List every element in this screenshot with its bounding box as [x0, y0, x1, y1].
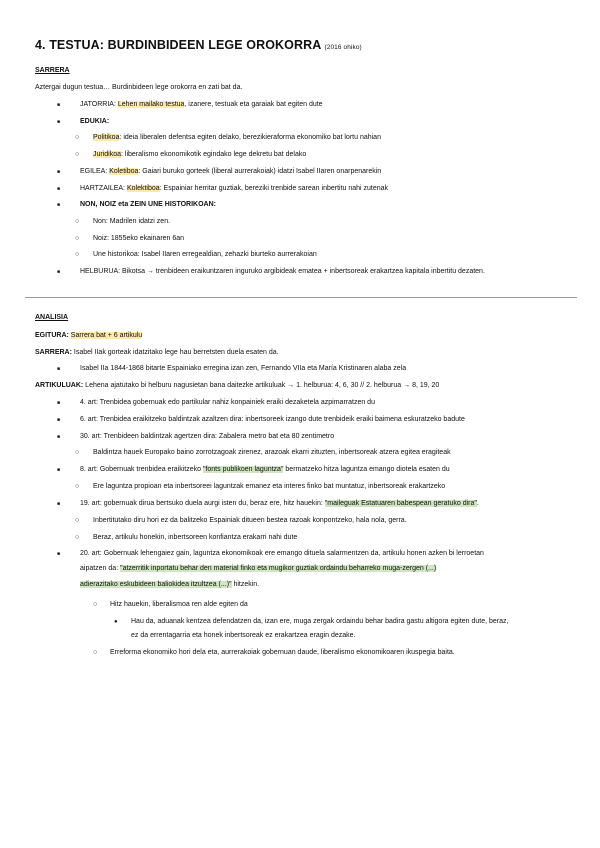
bullet-icon	[57, 398, 60, 408]
bullet-icon	[57, 432, 60, 442]
politikoa-line: Politikoa: ideia liberalen defentsa egiten delako, berezikieraforma ekonomiko bat lortu nahian	[93, 134, 381, 141]
dot-bullet-icon	[114, 617, 118, 627]
art20-line1: 20. art: Gobernuak lehengaiez gain, laguntza ekonomikoak ere emango dituela salarmentzen da, artikulu honen azken bi lerroetan	[80, 550, 484, 557]
art30-line: 30. art: Trenbideen baldintzak agertzen dira: Zabalera metro bat eta 80 zentimetro	[80, 433, 335, 440]
art19-line: 19. art: gobernuak dirua bertsuko duela aurgi isten du, beraz ere, hitz hauekin: "maileguak Estatuaren babespean geratuko dira".	[80, 500, 479, 507]
bullet-icon	[57, 499, 60, 509]
art6-line: 6. art: Trenbidea eraikitzeko baldintzak azaltzen dira: inbertsoreek izango dute trenbideik eraiki baimena eskuratzeko badute	[80, 416, 465, 423]
bullet-icon	[57, 200, 60, 210]
art20-sub: Hitz hauekin, liberalismoa ren alde egiten da	[110, 601, 248, 608]
bullet-icon	[57, 100, 60, 110]
helburua-line: HELBURUA: Bikotsa → trenbideen eraikuntzaren inguruko argibideak ematea + inbertsoreak erakartzea kapitala inbertitu dezaten.	[80, 268, 485, 275]
une-line: Une historikoa: Isabel IIaren erregealdian, zehazki biurteko aurrerakoian	[93, 251, 317, 258]
non-label: NON, NOIZ eta ZEIN UNE HISTORIKOAN:	[80, 201, 216, 208]
non-line: Non: Madrilen idatzi zen.	[93, 218, 171, 225]
art30-sub: Baldintza hauek Europako baino zorrotzagoak zirenez, arazoak ekarri zituzten, inbertsoreak atzera egitea eragiteak	[93, 449, 451, 456]
art19-sub2: Beraz, artikulu honekin, inbertsoreen konfiantza erakarri nahi dute	[93, 534, 298, 541]
circle-bullet-icon	[75, 448, 79, 458]
noiz-line: Noiz: 1855eko ekainaren 6an	[93, 235, 185, 242]
art20-subsub1: Hau da, aduanak kentzea defendatzen da, izan ere, muga zergak ordaindu behar badira gastu altigora egiten dute, beraz,	[131, 618, 509, 625]
page-title: 4. TESTUA: BURDINBIDEEN LEGE OROKORRA (2016 ohiko)	[35, 38, 362, 52]
edukia-label: EDUKIA:	[80, 118, 110, 125]
circle-bullet-icon	[75, 250, 79, 260]
juridikoa-line: Juridikoa: liberalismo ekonomikotik egindako lege dekretu bat delako	[93, 151, 307, 158]
circle-bullet-icon	[75, 217, 79, 227]
artikuluak-line: ARTIKULUAK: Lehena ajatutako bi helburu nagusietan bana daitezke artikuluak → 1. helburua: 4, 6, 30 // 2. helburua → 8, 19, 20	[35, 382, 440, 389]
art20-quote-continued: adierazitako eskubideen baliokidea itzultzea (...)"	[80, 581, 232, 588]
hartzailea-line: HARTZAILEA: Kolektiboa: Espainiar herritar guztiak, bereziki trenbide sarean inbertitu nahi zutenak	[80, 185, 389, 192]
art20-subsub2: ez da errentagarria eta honek inbertsoreak ez erakartzea eragin dezake.	[131, 632, 356, 639]
jatorria-line: JATORRIA: Lehen mailako testua, izanere, testuak eta garaiak bat egiten dute	[80, 101, 323, 108]
bullet-icon	[57, 549, 60, 559]
bullet-icon	[57, 167, 60, 177]
bullet-icon	[57, 184, 60, 194]
bullet-icon	[57, 364, 60, 374]
bullet-icon	[57, 117, 60, 127]
circle-bullet-icon	[93, 648, 97, 658]
art20-quote-tail: hitzekin.	[231, 581, 260, 588]
art8-sub: Ere laguntza propioan eta inbertsoreei laguntzak emanez eta interes finko bat muntatuz, inbertsoreak erakartzeko	[93, 483, 446, 490]
analisia-heading: ANALISIA	[35, 314, 69, 321]
circle-bullet-icon	[75, 133, 79, 143]
bullet-icon	[57, 415, 60, 425]
art20-line2: aipatzen da: "atzerritik inportatu behar den material finko eta mugikor guztiak ordaindu beharreko muga-zergen (...)	[80, 565, 437, 572]
sarrera-analisia-line: SARRERA: Isabel IIak gorteak idatzitako lege hau berretsten duela esaten da.	[35, 349, 279, 356]
bullet-icon	[57, 267, 60, 277]
art4-line: 4. art: Trenbidea gobernuak edo partikular nahiz konpainiek eraiki dezaketela azpimarratzen du	[80, 399, 375, 406]
section-divider	[25, 297, 577, 298]
circle-bullet-icon	[93, 600, 97, 610]
isabel-line: Isabel IIa 1844-1868 bitarte Espainiako erregina izan zen, Fernando VIIa eta María Kristinaren alaba zela	[80, 365, 407, 372]
art20-line3	[80, 580, 259, 590]
title-note: (2016 ohiko)	[324, 44, 362, 51]
art20-last: Erreforma ekonomiko hori dela eta, aurrerakoiak gobernuan daude, liberalismo ekonomikoaren ikuspegia baita.	[110, 649, 455, 656]
circle-bullet-icon	[75, 516, 79, 526]
circle-bullet-icon	[75, 533, 79, 543]
circle-bullet-icon	[75, 234, 79, 244]
circle-bullet-icon	[75, 150, 79, 160]
art8-line: 8. art: Gobernuak trenbidea eraikitzeko "fonts publikoen laguntza" bermatzeko hitza laguntza emango diotela esaten du	[80, 466, 450, 473]
bullet-icon	[57, 465, 60, 475]
egitura-line: EGITURA: Sarrera bat + 6 artikulu	[35, 332, 143, 339]
sarrera-heading: SARRERA	[35, 67, 70, 74]
sarrera-intro: Aztergai dugun testua… Burdinbideen lege orokorra en zati bat da.	[35, 84, 243, 91]
egilea-line: EGILEA: Koletiboa: Gaiari buruko gorteek (liberal aurrerakoiak) idatzi Isabel IIaren onarpenarekin	[80, 168, 382, 175]
art19-sub1: Inbertitutako diru hori ez da balitzeko Espainiak ditueen bestea razoak konpontzeko, hala nola, gerra.	[93, 517, 407, 524]
circle-bullet-icon	[75, 482, 79, 492]
